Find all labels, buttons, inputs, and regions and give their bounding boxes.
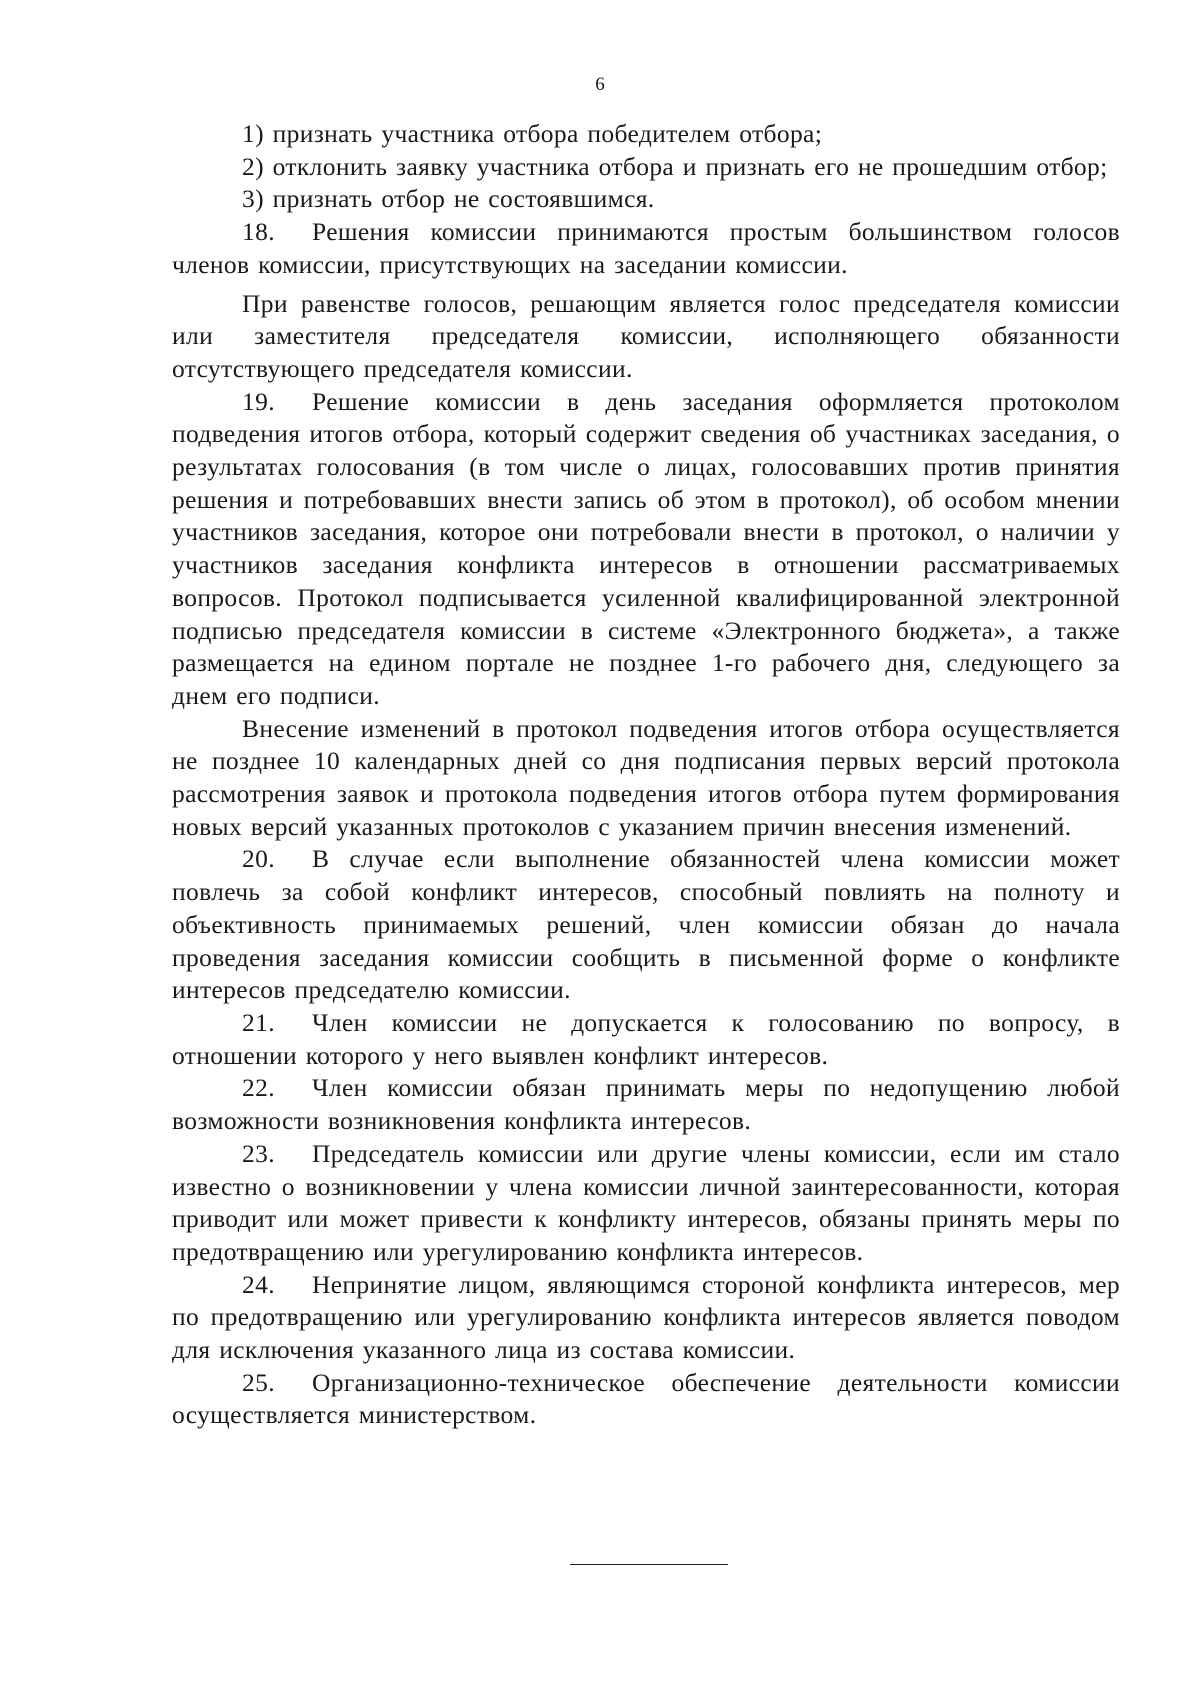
- clause-20-text: В случае если выполнение обязанностей члена комиссии может повлечь за собой конфликт интересов, способный повлиять на полноту и объективность принимаемых решений, член комиссии обязан до начала проведения заседания комиссии сообщить в письменной форме о конфликте интересов председателю комиссии.: [172, 844, 1120, 1005]
- clause-19-number: 19.: [242, 386, 275, 416]
- list-item-2: 2) отклонить заявку участника отбора и признать его не прошедшим отбор;: [242, 151, 1108, 181]
- clause-23: [172, 1138, 1120, 1269]
- clause-23-number: 23.: [242, 1138, 275, 1168]
- clause-25: [172, 1367, 1120, 1432]
- end-of-document-rule: [570, 1564, 728, 1565]
- clause-18-tie-vote: При равенстве голосов, решающим является голос председателя комиссии или заместителя председателя комиссии, исполняющего обязанности отсутствующего председателя комиссии.: [172, 288, 1120, 383]
- clause-22: [172, 1072, 1120, 1137]
- clause-24-text: Непринятие лицом, являющимся стороной конфликта интересов, мер по предотвращению или урегулированию конфликта интересов является поводом для исключения указанного лица из состава комиссии.: [172, 1269, 1120, 1365]
- clause-21-number: 21.: [242, 1007, 275, 1037]
- clause-20: [172, 843, 1120, 1007]
- clause-22-number: 22.: [242, 1073, 275, 1103]
- clause-18-number: 18.: [242, 217, 275, 247]
- document-body: [172, 118, 1120, 1432]
- clause-20-number: 20.: [242, 844, 275, 874]
- clause-21-text: Член комиссии не допускается к голосованию по вопросу, в отношении которого у него выявлен конфликт интересов.: [172, 1007, 1120, 1070]
- clause-25-text: Организационно-техническое обеспечение деятельности комиссии осуществляется министерством.: [172, 1367, 1120, 1430]
- clause-19: [172, 386, 1120, 713]
- list-item-3: 3) признать отбор не состоявшимся.: [242, 184, 655, 214]
- list-item-1: 1) признать участника отбора победителем отбора;: [242, 119, 823, 148]
- clause-24-number: 24.: [242, 1269, 275, 1299]
- clause-22-text: Член комиссии обязан принимать меры по недопущению любой возможности возникновения конфликта интересов.: [172, 1073, 1120, 1136]
- clause-23-text: Председатель комиссии или другие члены комиссии, если им стало известно о возникновении у члена комиссии личной заинтересованности, которая приводит или может привести к конфликту интересов, обязаны принять меры по предотвращению или урегулированию конфликта интересов.: [172, 1138, 1120, 1266]
- clause-19-amendments: Внесение изменений в протокол подведения итогов отбора осуществляется не позднее 10 календарных дней со дня подписания первых версий протокола рассмотрения заявок и протокола подведения итогов отбора путем формирования новых версий указанных протоколов с указанием причин внесения изменений.: [172, 713, 1120, 841]
- clause-18: [172, 216, 1120, 281]
- page-number: 6: [595, 74, 605, 95]
- clause-18-text: Решения комиссии принимаются простым большинством голосов членов комиссии, присутствующих на заседании комиссии.: [172, 217, 1120, 279]
- clause-21: [172, 1007, 1120, 1072]
- clause-25-number: 25.: [242, 1367, 275, 1397]
- clause-19-text: Решение комиссии в день заседания оформляется протоколом подведения итогов отбора, который содержит сведения об участниках заседания, о результатах голосования (в том числе о лицах, голосовавших против принятия решения и потребовавших внести запись об этом в протокол), об особом мнении участников заседания, которое они потребовали внести в протокол, о наличии у участников заседания конфликта интересов в отношении рассматриваемых вопросов. Протокол подписывается усиленной квалифицированной электронной подписью председателя комиссии в системе «Электронного бюджета», а также размещается на едином портале не позднее 1-го рабочего дня, следующего за днем его подписи.: [172, 386, 1120, 710]
- clause-24: [172, 1269, 1120, 1367]
